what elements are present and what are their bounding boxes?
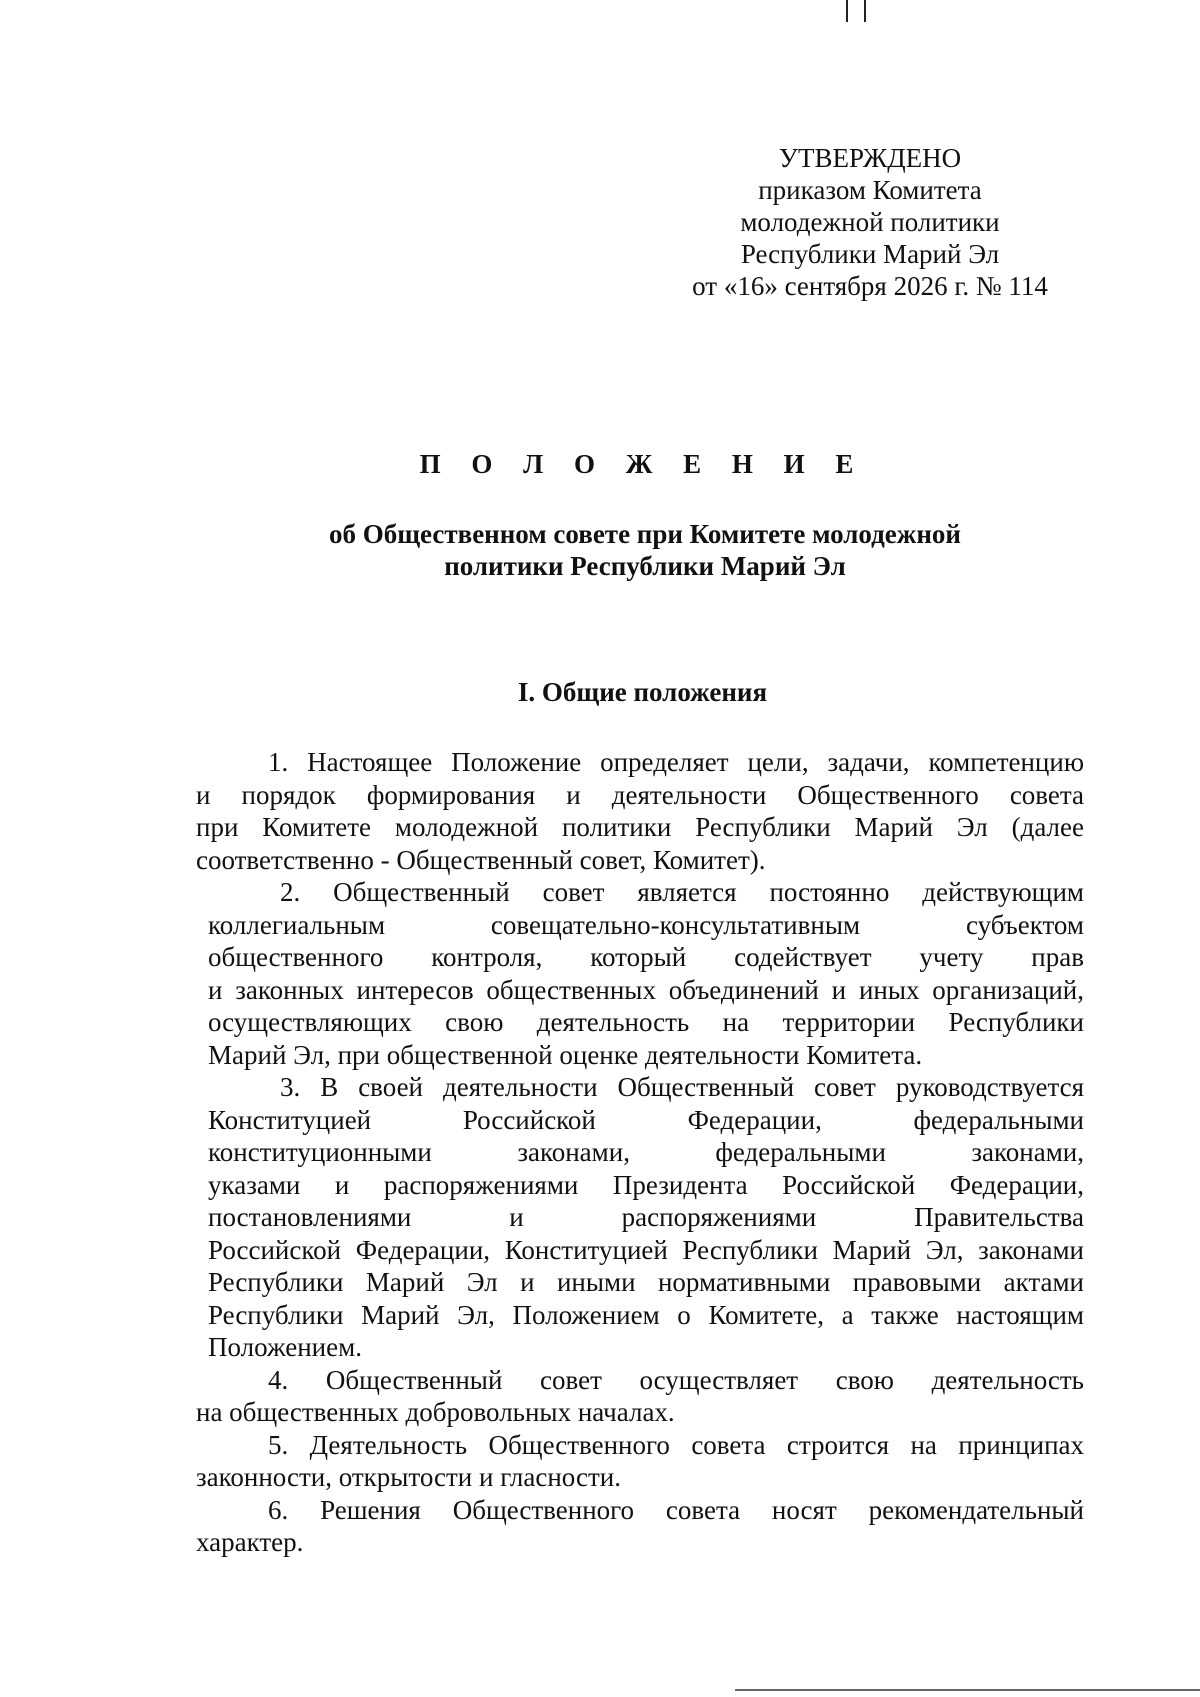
approval-date-number: от «16» сентября 2026 г. № 114 [692,271,1048,301]
paragraph-6 [196,1494,1084,1559]
text-line: и законных интересов общественных объединений и иных организаций, [208,974,1084,1005]
text-line: 3. В своей деятельности Общественный совет руководствуется [280,1072,1084,1102]
document-body [196,746,1084,1559]
subtitle-line: об Общественном совете при Комитете молодежной [329,519,961,549]
approval-republic-line: Республики Марий Эл [740,239,1000,269]
scan-artifact-line [735,1689,1200,1691]
approval-committee-line: молодежной политики [740,207,1000,237]
document-title: П О Л О Ж Е Н И Е [419,449,866,479]
scan-artifact-mark [846,0,848,22]
text-line: законности, открытости и гласности. [196,1462,621,1492]
scan-artifact-mark [864,0,866,22]
text-line: соответственно - Общественный совет, Комитет). [196,844,766,875]
text-line: общественного контроля, который содействует учету прав [208,942,1084,972]
text-line: 6. Решения Общественного совета носят рекомендательный [268,1494,1084,1525]
text-line: 4. Общественный совет осуществляет свою деятельность [268,1364,1084,1395]
text-line: 5. Деятельность Общественного совета строится на принципах [268,1429,1084,1460]
text-line: коллегиальным совещательно-консультативным субъектом [208,909,1084,940]
paragraph-3 [196,1071,1084,1364]
text-line: на общественных добровольных началах. [196,1397,675,1427]
subtitle-line: политики Республики Марий Эл [444,551,846,581]
text-line: Республики Марий Эл, Положением о Комитете, а также настоящим [208,1299,1084,1330]
text-line: указами и распоряжениями Президента Российской Федерации, [208,1169,1084,1200]
paragraph-5 [196,1429,1084,1494]
text-line: осуществляющих свою деятельность на территории Республики [208,1007,1084,1037]
text-line: характер. [196,1527,304,1557]
text-line: Положением. [208,1332,362,1362]
text-line: и порядок формирования и деятельности Общественного совета [196,779,1084,810]
text-line: 1. Настоящее Положение определяет цели, задачи, компетенцию [268,747,1084,777]
paragraph-1 [196,746,1084,876]
text-line: Конституцией Российской Федерации, федеральными [208,1104,1084,1135]
approval-order-line: приказом Комитета [758,175,982,205]
document-subtitle [280,518,1010,582]
text-line: Марий Эл, при общественной оценке деятельности Комитета. [208,1039,923,1070]
paragraph-4 [196,1364,1084,1429]
approval-block [640,142,1100,302]
section-heading: I. Общие положения [517,677,768,707]
text-line: постановлениями и распоряжениями Правительства [208,1202,1084,1232]
text-line: Республики Марий Эл и иными нормативными правовыми актами [208,1267,1084,1297]
text-line: 2. Общественный совет является постоянно действующим [280,877,1084,907]
approval-title: УТВЕРЖДЕНО [778,143,962,173]
text-line: конституционными законами, федеральными законами, [208,1137,1084,1167]
paragraph-2 [196,876,1084,1071]
text-line: Российской Федерации, Конституцией Республики Марий Эл, законами [208,1234,1084,1265]
text-line: при Комитете молодежной политики Республики Марий Эл (далее [196,812,1084,842]
